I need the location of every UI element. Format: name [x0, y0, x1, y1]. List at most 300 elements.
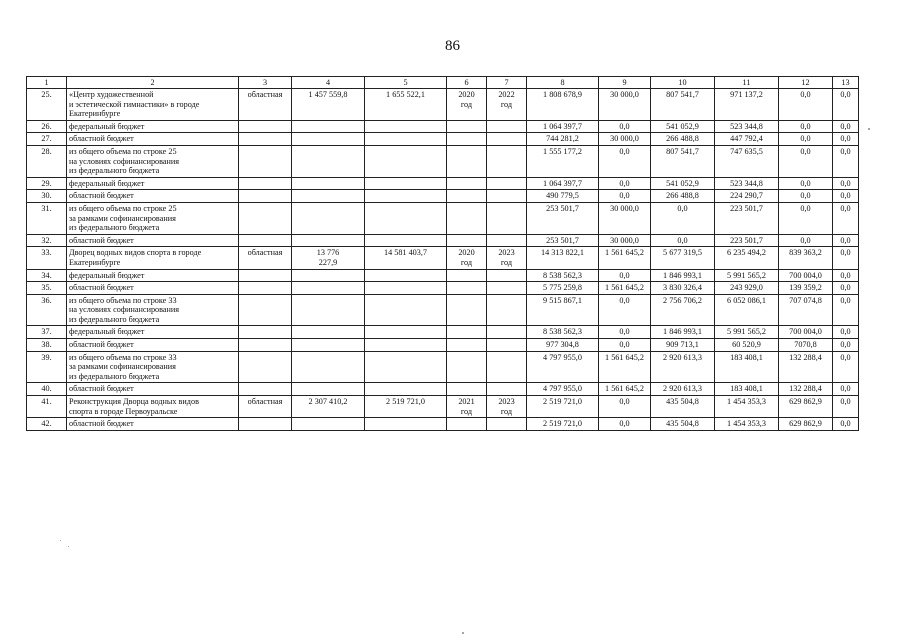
financing-col13: 0,0 — [833, 339, 859, 352]
end-year-line: 2023 — [498, 248, 515, 258]
start-year — [447, 326, 487, 339]
item-name — [67, 418, 239, 431]
end-year — [487, 339, 527, 352]
financing-col11: 243 929,0 — [715, 282, 779, 295]
item-name-line: из федерального бюджета — [69, 166, 160, 176]
table-row — [27, 247, 859, 269]
total-cost: 1 655 522,1 — [365, 89, 447, 121]
end-year-line: год — [500, 99, 513, 109]
end-year — [487, 282, 527, 295]
financing-col11: 224 290,7 — [715, 190, 779, 203]
item-name-line: областной бюджет — [69, 283, 134, 293]
item-name-line: федеральный бюджет — [69, 270, 145, 280]
financing-col11: 1 454 353,3 — [715, 396, 779, 418]
budget-level — [239, 294, 292, 326]
financing-total: 253 501,7 — [527, 234, 599, 247]
total-cost — [365, 202, 447, 234]
table-row — [27, 89, 859, 121]
financing-col10: 2 756 706,2 — [651, 294, 715, 326]
financing-col13: 0,0 — [833, 326, 859, 339]
end-year — [487, 294, 527, 326]
header-cell: 10 — [651, 77, 715, 89]
financing-col10: 807 541,7 — [651, 145, 715, 177]
financing-col12: 0,0 — [779, 120, 833, 133]
item-name-line: областной бюджет — [69, 384, 134, 394]
item-name — [67, 282, 239, 295]
end-year — [487, 247, 527, 269]
start-year-line: год — [460, 406, 473, 416]
financing-col10: 266 488,8 — [651, 133, 715, 146]
table-row — [27, 351, 859, 383]
row-number: 26. — [27, 120, 67, 133]
total-cost — [365, 351, 447, 383]
table-row — [27, 383, 859, 396]
start-year-line: 2021 — [458, 397, 475, 407]
financing-total: 4 797 955,0 — [527, 351, 599, 383]
financing-col10: 909 713,1 — [651, 339, 715, 352]
financing-col10: 5 677 319,5 — [651, 247, 715, 269]
item-name-line: федеральный бюджет — [69, 178, 145, 188]
end-year — [487, 418, 527, 431]
item-name-line: федеральный бюджет — [69, 327, 145, 337]
header-cell: 13 — [833, 77, 859, 89]
start-year — [447, 89, 487, 121]
start-year-line: 2020 — [458, 90, 475, 99]
budget-level: областная — [239, 247, 292, 269]
financing-total: 4 797 955,0 — [527, 383, 599, 396]
financing-col11: 183 408,1 — [715, 383, 779, 396]
financing-col12: 839 363,2 — [779, 247, 833, 269]
financing-col12: 0,0 — [779, 145, 833, 177]
financing-col12: 707 074,8 — [779, 294, 833, 326]
item-name-line: на условиях софинансирования — [69, 305, 180, 315]
financing-col9: 0,0 — [599, 294, 651, 326]
row-number: 31. — [27, 202, 67, 234]
end-year-line: 2022 — [498, 90, 515, 99]
item-name — [67, 190, 239, 203]
row-number: 35. — [27, 282, 67, 295]
row-number: 30. — [27, 190, 67, 203]
budget-level — [239, 234, 292, 247]
end-year — [487, 145, 527, 177]
financing-col12: 629 862,9 — [779, 396, 833, 418]
financing-total: 2 519 721,0 — [527, 396, 599, 418]
start-year-line: 2020 — [458, 248, 475, 258]
end-year — [487, 269, 527, 282]
financing-col9: 30 000,0 — [599, 133, 651, 146]
estimated-cost — [292, 89, 365, 121]
estimated-cost — [292, 396, 365, 418]
financing-col13: 0,0 — [833, 247, 859, 269]
financing-col9: 0,0 — [599, 339, 651, 352]
financing-total: 8 538 562,3 — [527, 269, 599, 282]
financing-col11: 5 991 565,2 — [715, 326, 779, 339]
start-year-line: год — [460, 99, 473, 109]
row-number: 25. — [27, 89, 67, 121]
financing-total: 1 555 177,2 — [527, 145, 599, 177]
financing-col12: 0,0 — [779, 89, 833, 121]
estimated-cost — [292, 145, 365, 177]
financing-col9: 1 561 645,2 — [599, 383, 651, 396]
financing-col10: 807 541,7 — [651, 89, 715, 121]
item-name — [67, 339, 239, 352]
header-cell: 7 — [487, 77, 527, 89]
header-cell: 12 — [779, 77, 833, 89]
budget-level — [239, 190, 292, 203]
start-year — [447, 234, 487, 247]
budget-table — [26, 76, 859, 431]
financing-col13: 0,0 — [833, 351, 859, 383]
financing-total: 9 515 867,1 — [527, 294, 599, 326]
table-row — [27, 294, 859, 326]
total-cost — [365, 294, 447, 326]
item-name-line: из федерального бюджета — [69, 314, 160, 324]
item-name — [67, 145, 239, 177]
start-year — [447, 282, 487, 295]
scan-speck — [868, 128, 870, 130]
item-name-line: из общего объема по строке 25 — [69, 146, 177, 156]
start-year — [447, 269, 487, 282]
item-name — [67, 351, 239, 383]
financing-col11: 971 137,2 — [715, 89, 779, 121]
estimated-cost — [292, 351, 365, 383]
item-name — [67, 202, 239, 234]
budget-level — [239, 339, 292, 352]
total-cost — [365, 234, 447, 247]
financing-total: 490 779,5 — [527, 190, 599, 203]
start-year — [447, 396, 487, 418]
row-number: 32. — [27, 234, 67, 247]
item-name — [67, 234, 239, 247]
financing-col9: 0,0 — [599, 120, 651, 133]
header-cell: 5 — [365, 77, 447, 89]
estimated-cost — [292, 282, 365, 295]
total-cost — [365, 177, 447, 190]
financing-total: 977 304,8 — [527, 339, 599, 352]
financing-total: 14 313 822,1 — [527, 247, 599, 269]
item-name-line: Екатеринбурге — [69, 109, 121, 119]
item-name-line: из общего объема по строке 33 — [69, 295, 177, 305]
row-number: 28. — [27, 145, 67, 177]
financing-col9: 0,0 — [599, 326, 651, 339]
financing-col9: 30 000,0 — [599, 234, 651, 247]
financing-total: 8 538 562,3 — [527, 326, 599, 339]
total-cost — [365, 326, 447, 339]
financing-total: 1 808 678,9 — [527, 89, 599, 121]
table-row — [27, 339, 859, 352]
financing-col12: 0,0 — [779, 190, 833, 203]
estimated-cost — [292, 190, 365, 203]
estimated-cost — [292, 418, 365, 431]
end-year — [487, 202, 527, 234]
end-year-line: год — [500, 257, 513, 267]
item-name-line: областной бюджет — [69, 134, 134, 144]
end-year — [487, 177, 527, 190]
scan-speck — [68, 546, 69, 547]
end-year — [487, 120, 527, 133]
table-row — [27, 145, 859, 177]
scan-speck — [462, 632, 464, 634]
financing-col10: 266 488,8 — [651, 190, 715, 203]
end-year — [487, 89, 527, 121]
item-name-line: спорта в городе Первоуральске — [69, 406, 178, 416]
estimated-cost — [292, 339, 365, 352]
item-name — [67, 396, 239, 418]
item-name-line: областной бюджет — [69, 235, 134, 245]
financing-col13: 0,0 — [833, 269, 859, 282]
start-year — [447, 383, 487, 396]
item-name — [67, 120, 239, 133]
estimated-cost-line: 227,9 — [318, 257, 338, 267]
row-number: 34. — [27, 269, 67, 282]
financing-col9: 0,0 — [599, 269, 651, 282]
start-year — [447, 418, 487, 431]
end-year — [487, 234, 527, 247]
header-cell: 11 — [715, 77, 779, 89]
table-row — [27, 269, 859, 282]
estimated-cost — [292, 177, 365, 190]
row-number: 42. — [27, 418, 67, 431]
estimated-cost — [292, 120, 365, 133]
header-cell: 2 — [67, 77, 239, 89]
financing-col11: 223 501,7 — [715, 234, 779, 247]
financing-col10: 1 846 993,1 — [651, 269, 715, 282]
financing-col13: 0,0 — [833, 234, 859, 247]
estimated-cost — [292, 234, 365, 247]
header-cell: 4 — [292, 77, 365, 89]
start-year — [447, 294, 487, 326]
financing-col10: 435 504,8 — [651, 418, 715, 431]
total-cost: 2 519 721,0 — [365, 396, 447, 418]
scan-speck — [60, 540, 61, 541]
financing-col13: 0,0 — [833, 177, 859, 190]
financing-col11: 5 991 565,2 — [715, 269, 779, 282]
estimated-cost — [292, 294, 365, 326]
total-cost — [365, 133, 447, 146]
item-name-line: областной бюджет — [69, 340, 134, 350]
total-cost: 14 581 403,7 — [365, 247, 447, 269]
row-number: 41. — [27, 396, 67, 418]
end-year — [487, 133, 527, 146]
item-name-line: на условиях софинансирования — [69, 156, 180, 166]
financing-col13: 0,0 — [833, 133, 859, 146]
row-number: 37. — [27, 326, 67, 339]
table-row — [27, 396, 859, 418]
financing-col10: 2 920 613,3 — [651, 383, 715, 396]
row-number: 33. — [27, 247, 67, 269]
financing-col9: 0,0 — [599, 145, 651, 177]
start-year — [447, 145, 487, 177]
budget-level — [239, 282, 292, 295]
row-number: 36. — [27, 294, 67, 326]
total-cost — [365, 383, 447, 396]
estimated-cost — [292, 133, 365, 146]
budget-level — [239, 120, 292, 133]
financing-col10: 0,0 — [651, 202, 715, 234]
start-year — [447, 351, 487, 383]
item-name-line: областной бюджет — [69, 419, 134, 429]
end-year-line: 2023 — [498, 397, 515, 407]
budget-level — [239, 326, 292, 339]
financing-col10: 1 846 993,1 — [651, 326, 715, 339]
financing-col11: 6 235 494,2 — [715, 247, 779, 269]
budget-level: областная — [239, 89, 292, 121]
financing-col13: 0,0 — [833, 145, 859, 177]
item-name-line: из федерального бюджета — [69, 223, 160, 233]
item-name-line: «Центр художественной — [69, 90, 154, 99]
estimated-cost — [292, 202, 365, 234]
financing-col9: 0,0 — [599, 177, 651, 190]
item-name — [67, 133, 239, 146]
row-number: 38. — [27, 339, 67, 352]
header-cell: 8 — [527, 77, 599, 89]
item-name-line: Екатеринбурге — [69, 257, 121, 267]
financing-col12: 0,0 — [779, 202, 833, 234]
budget-level: областная — [239, 396, 292, 418]
financing-col12: 629 862,9 — [779, 418, 833, 431]
financing-col13: 0,0 — [833, 294, 859, 326]
page-number: 86 — [445, 38, 460, 54]
item-name-line: Дворец водных видов спорта в городе — [69, 248, 202, 258]
start-year — [447, 190, 487, 203]
estimated-cost — [292, 383, 365, 396]
financing-total: 5 775 259,8 — [527, 282, 599, 295]
start-year-line: год — [460, 257, 473, 267]
financing-col9: 1 561 645,2 — [599, 351, 651, 383]
row-number: 40. — [27, 383, 67, 396]
financing-col9: 0,0 — [599, 396, 651, 418]
financing-col12: 0,0 — [779, 177, 833, 190]
financing-col13: 0,0 — [833, 89, 859, 121]
item-name — [67, 89, 239, 121]
table-row — [27, 202, 859, 234]
financing-total: 253 501,7 — [527, 202, 599, 234]
budget-level — [239, 351, 292, 383]
start-year — [447, 177, 487, 190]
start-year — [447, 202, 487, 234]
table-row — [27, 282, 859, 295]
end-year — [487, 396, 527, 418]
financing-col13: 0,0 — [833, 120, 859, 133]
total-cost — [365, 418, 447, 431]
estimated-cost — [292, 247, 365, 269]
estimated-cost-line: 13 776 — [316, 248, 340, 258]
financing-col13: 0,0 — [833, 396, 859, 418]
item-name — [67, 177, 239, 190]
financing-col12: 7070,8 — [779, 339, 833, 352]
table-row — [27, 326, 859, 339]
item-name-line: из общего объема по строке 25 — [69, 203, 177, 213]
financing-col11: 183 408,1 — [715, 351, 779, 383]
total-cost — [365, 269, 447, 282]
financing-col9: 1 561 645,2 — [599, 282, 651, 295]
table-row — [27, 190, 859, 203]
row-number: 39. — [27, 351, 67, 383]
item-name — [67, 294, 239, 326]
table-row — [27, 177, 859, 190]
financing-col12: 139 359,2 — [779, 282, 833, 295]
start-year — [447, 339, 487, 352]
budget-level — [239, 383, 292, 396]
financing-col13: 0,0 — [833, 383, 859, 396]
budget-level — [239, 177, 292, 190]
financing-col10: 0,0 — [651, 234, 715, 247]
financing-col13: 0,0 — [833, 190, 859, 203]
header-cell: 3 — [239, 77, 292, 89]
financing-col9: 0,0 — [599, 418, 651, 431]
header-row — [27, 77, 859, 89]
total-cost — [365, 339, 447, 352]
start-year — [447, 120, 487, 133]
financing-col11: 523 344,8 — [715, 120, 779, 133]
financing-col9: 0,0 — [599, 190, 651, 203]
total-cost — [365, 145, 447, 177]
item-name-line: Реконструкция Дворца водных видов — [69, 397, 199, 407]
header-cell: 1 — [27, 77, 67, 89]
end-year — [487, 351, 527, 383]
item-name-line: из общего объема по строке 33 — [69, 352, 177, 362]
budget-level — [239, 269, 292, 282]
start-year — [447, 247, 487, 269]
estimated-cost-line: 2 307 410,2 — [308, 397, 348, 407]
table-row — [27, 133, 859, 146]
financing-col13: 0,0 — [833, 202, 859, 234]
item-name-line: федеральный бюджет — [69, 121, 145, 131]
end-year — [487, 326, 527, 339]
item-name-line: за рамками софинансирования — [69, 213, 176, 223]
row-number: 27. — [27, 133, 67, 146]
item-name — [67, 326, 239, 339]
estimated-cost — [292, 326, 365, 339]
item-name-line: и эстетической гимнастики» в городе — [69, 99, 200, 109]
financing-total: 1 064 397,7 — [527, 177, 599, 190]
financing-col10: 541 052,9 — [651, 120, 715, 133]
item-name — [67, 269, 239, 282]
total-cost — [365, 120, 447, 133]
financing-col9: 30 000,0 — [599, 202, 651, 234]
financing-col12: 700 004,0 — [779, 269, 833, 282]
estimated-cost — [292, 269, 365, 282]
table-row — [27, 418, 859, 431]
financing-col11: 523 344,8 — [715, 177, 779, 190]
item-name — [67, 383, 239, 396]
estimated-cost-line: 1 457 559,8 — [308, 90, 348, 99]
budget-level — [239, 133, 292, 146]
item-name-line: из федерального бюджета — [69, 371, 160, 381]
financing-col12: 0,0 — [779, 133, 833, 146]
end-year-line: год — [500, 406, 513, 416]
item-name-line: областной бюджет — [69, 191, 134, 201]
financing-col11: 1 454 353,3 — [715, 418, 779, 431]
financing-total: 1 064 397,7 — [527, 120, 599, 133]
financing-col10: 2 920 613,3 — [651, 351, 715, 383]
financing-col10: 3 830 326,4 — [651, 282, 715, 295]
budget-level — [239, 202, 292, 234]
item-name — [67, 247, 239, 269]
end-year — [487, 190, 527, 203]
financing-col12: 132 288,4 — [779, 351, 833, 383]
start-year — [447, 133, 487, 146]
financing-total: 744 281,2 — [527, 133, 599, 146]
total-cost — [365, 190, 447, 203]
financing-col11: 6 052 086,1 — [715, 294, 779, 326]
financing-col9: 30 000,0 — [599, 89, 651, 121]
financing-col11: 747 635,5 — [715, 145, 779, 177]
financing-col10: 435 504,8 — [651, 396, 715, 418]
financing-col9: 1 561 645,2 — [599, 247, 651, 269]
table-row — [27, 234, 859, 247]
total-cost — [365, 282, 447, 295]
